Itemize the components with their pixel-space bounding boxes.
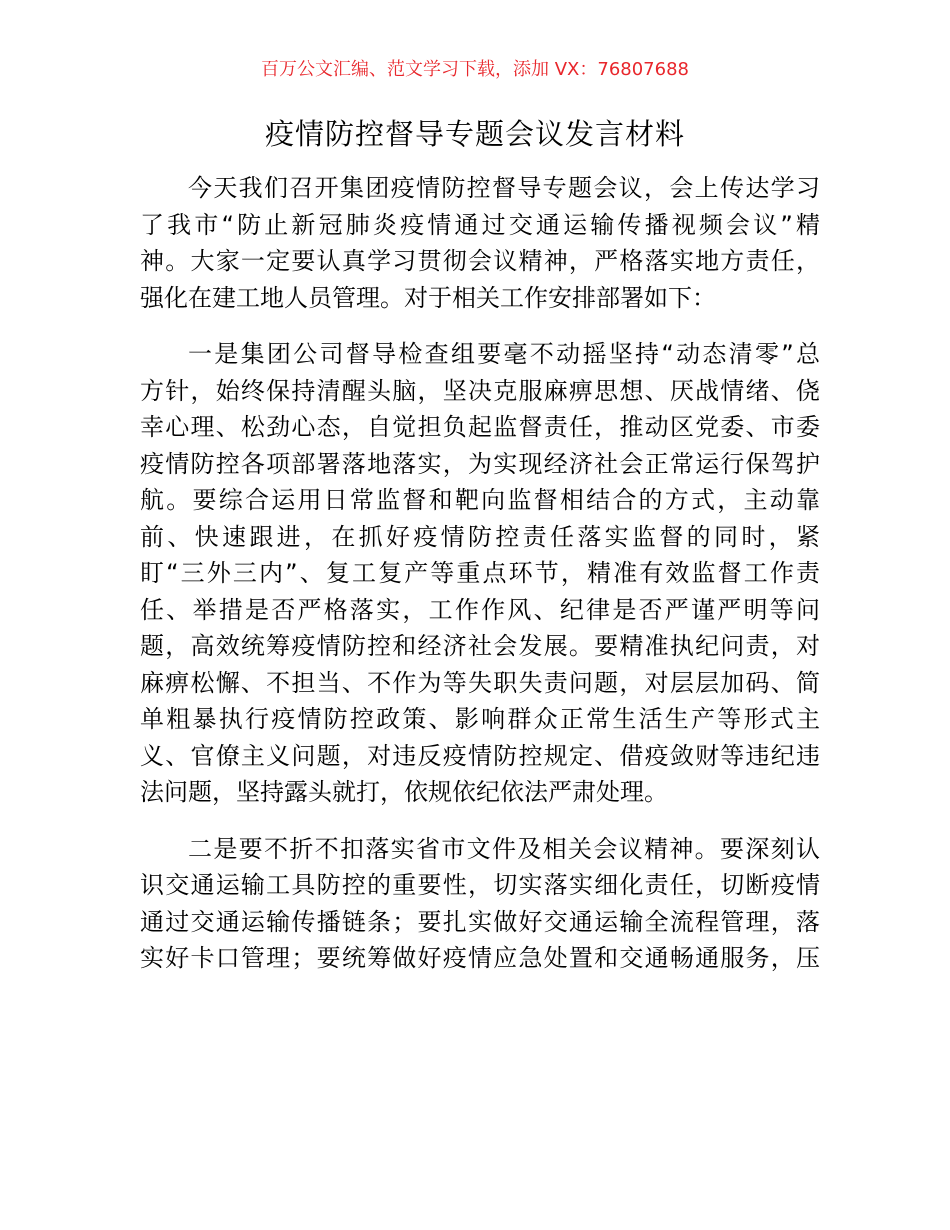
paragraph-intro (140, 170, 820, 316)
paragraph-point-one (140, 336, 820, 811)
text-line: 二是要不折不扣落实省市文件及相关会议精神。要深刻认 (188, 834, 820, 863)
text-line: 方针，始终保持清醒头脑，坚决克服麻痹思想、厌战情绪、侥 (140, 376, 820, 405)
text-line: 今天我们召开集团疫情防控督导专题会议，会上传达学习 (188, 174, 820, 202)
text-line: 实好卡口管理；要统筹做好疫情应急处置和交通畅通服务，压 (140, 944, 820, 972)
text-line: 义、官僚主义问题，对违反疫情防控规定、借疫敛财等违纪违 (140, 741, 820, 770)
text-line: 疫情防控各项部署落地落实，为实现经济社会正常运行保驾护 (140, 449, 820, 478)
document-title: 疫情防控督导专题会议发言材料 (264, 117, 685, 151)
text-line: 一是集团公司督导检查组要毫不动摇坚持“动态清零”总 (188, 340, 820, 368)
paragraph-point-two (140, 831, 820, 977)
text-line: 识交通运输工具防控的重要性，切实落实细化责任，切断疫情 (140, 871, 820, 899)
text-line: 单粗暴执行疫情防控政策、影响群众正常生活生产等形式主 (140, 705, 820, 733)
header-banner: 百万公文汇编、范文学习下载，添加 VX：76807688 (261, 59, 689, 80)
text-line: 前、快速跟进，在抓好疫情防控责任落实监督的同时，紧 (140, 522, 820, 551)
text-line: 神。大家一定要认真学习贯彻会议精神，严格落实地方责任， (140, 247, 820, 275)
text-line: 题，高效统筹疫情防控和经济社会发展。要精准执纪问责，对 (140, 632, 820, 660)
text-line: 航。要综合运用日常监督和靶向监督相结合的方式，主动靠 (140, 486, 820, 514)
text-line: 盯“三外三内”、复工复产等重点环节，精准有效监督工作责 (140, 559, 820, 587)
document-body (140, 170, 820, 997)
text-line: 了我市“防止新冠肺炎疫情通过交通运输传播视频会议”精 (140, 210, 820, 239)
text-line: 幸心理、松劲心态，自觉担负起监督责任，推动区党委、市委 (140, 413, 820, 441)
text-line: 麻痹松懈、不担当、不作为等失职失责问题，对层层加码、简 (140, 668, 820, 697)
text-line: 强化在建工地人员管理。对于相关工作安排部署如下： (140, 283, 716, 312)
text-line: 通过交通运输传播链条；要扎实做好交通运输全流程管理，落 (140, 907, 820, 936)
text-line: 法问题，坚持露头就打，依规依纪依法严肃处理。 (140, 778, 668, 806)
text-line: 任、举措是否严格落实，工作作风、纪律是否严谨严明等问 (140, 595, 820, 624)
